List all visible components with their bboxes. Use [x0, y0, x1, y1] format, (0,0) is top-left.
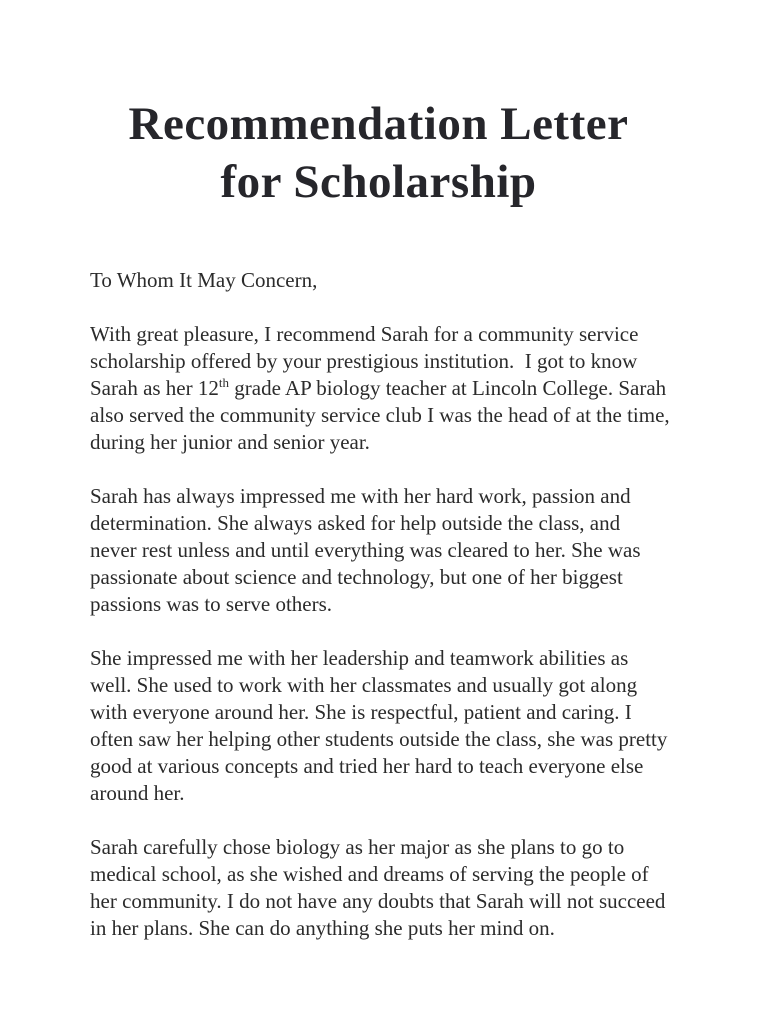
- paragraph-future: Sarah carefully chose biology as her major as she plans to go to medical school, as she wished and dreams of serving the people of her community. I do not have any doubts that Sarah will not succeed in her plans. She can do anything she puts her mind on.: [90, 835, 671, 940]
- title-line-2: for Scholarship: [220, 156, 537, 208]
- paragraph-intro: [90, 321, 675, 456]
- paragraph-qualities: Sarah has always impressed me with her hard work, passion and determination. She always asked for help outside the class, and never rest unless and until everything was cleared to her. She was passionate about science and technology, but one of her biggest passions was to serve others.: [90, 484, 646, 616]
- document-title: [0, 95, 757, 211]
- salutation: To Whom It May Concern,: [90, 268, 318, 292]
- paragraph-intro-text: With great pleasure, I recommend Sarah for a community service scholarship offered by your prestigious institution. I got to know Sarah as her 12: [90, 322, 644, 400]
- ordinal-superscript: th: [218, 375, 229, 390]
- title-line-1: Recommendation Letter: [128, 98, 629, 150]
- letter-body: [90, 267, 675, 942]
- paragraph-intro-text-continued: grade AP biology teacher at Lincoln College. Sarah also served the community service club I was the head of at the time, during her junior and senior year.: [90, 376, 675, 454]
- paragraph-leadership: She impressed me with her leadership and teamwork abilities as well. She used to work with her classmates and usually got along with everyone around her. She is respectful, patient and caring. I often saw her helping other students outside the class, she was pretty good at various concepts and tried her hard to teach everyone else around her.: [90, 646, 673, 805]
